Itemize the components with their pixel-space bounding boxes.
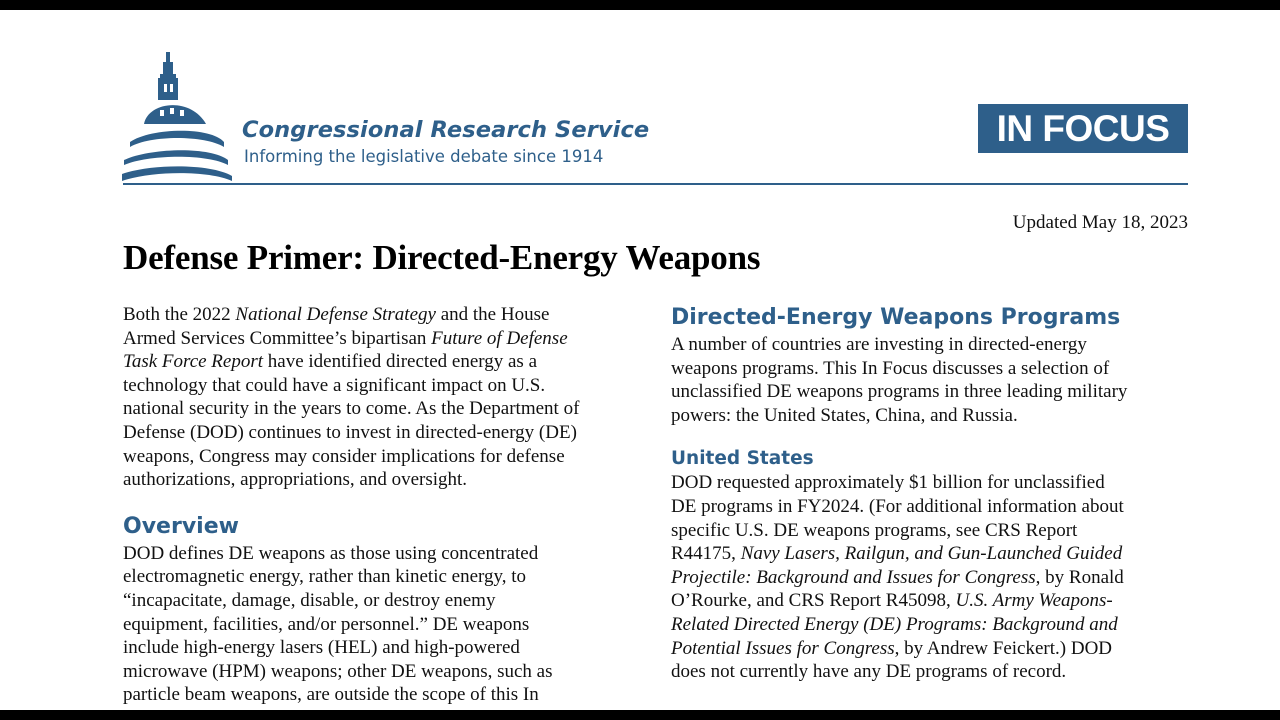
text-line: Both the 2022 National Defense Strategy and the House bbox=[123, 304, 550, 325]
text-line: Projectile: Background and Issues for Congress, by Ronald bbox=[671, 566, 1124, 588]
intro-paragraph bbox=[123, 303, 643, 492]
text-line: specific U.S. DE weapons programs, see CRS Report bbox=[671, 519, 1078, 541]
text-line: Potential Issues for Congress, by Andrew Feickert.) DOD bbox=[671, 637, 1113, 659]
text-line: Task Force Report have identified directed energy as a bbox=[123, 351, 538, 373]
org-name: Congressional Research Service bbox=[242, 117, 650, 143]
text-line: DE programs in FY2024. (For additional information about bbox=[671, 495, 1124, 517]
header-divider bbox=[123, 183, 1188, 185]
text-line: microwave (HPM) weapons; other DE weapons, such as bbox=[123, 660, 553, 682]
text-line: technology that could have a significant impact on U.S. bbox=[123, 374, 546, 396]
text-line: authorizations, appropriations, and oversight. bbox=[123, 469, 468, 491]
text-line: Armed Services Committee’s bipartisan Future of Defense bbox=[123, 327, 568, 349]
left-column bbox=[123, 303, 643, 707]
text-line: DOD requested approximately $1 billion for unclassified bbox=[671, 472, 1105, 494]
text-line: DOD defines DE weapons as those using concentrated bbox=[123, 542, 539, 564]
text-line: O’Rourke, and CRS Report R45098, U.S. Army Weapons- bbox=[671, 590, 1113, 612]
overview-heading: Overview bbox=[123, 513, 239, 539]
text-line: weapons, Congress may consider implications for defense bbox=[123, 445, 565, 467]
text-line: national security in the years to come. As the Department of bbox=[123, 398, 580, 420]
overview-paragraph bbox=[123, 542, 643, 707]
page-title: Defense Primer: Directed-Energy Weapons bbox=[123, 238, 761, 277]
programs-paragraph bbox=[671, 333, 1191, 427]
text-line: include high-energy lasers (HEL) and high-powered bbox=[123, 637, 520, 659]
right-column bbox=[671, 303, 1191, 684]
text-line: R44175, Navy Lasers, Railgun, and Gun-Launched Guided bbox=[671, 543, 1123, 565]
united-states-paragraph bbox=[671, 471, 1191, 683]
text-line: electromagnetic energy, rather than kinetic energy, to bbox=[123, 566, 527, 588]
capitol-dome-icon bbox=[120, 50, 235, 182]
text-line: “incapacitate, damage, disable, or destroy enemy bbox=[123, 589, 496, 611]
updated-date: Updated May 18, 2023 bbox=[1012, 212, 1188, 233]
united-states-heading: United States bbox=[671, 448, 814, 470]
text-line: Defense (DOD) continues to invest in directed-energy (DE) bbox=[123, 421, 577, 443]
document-page bbox=[0, 10, 1280, 710]
text-line: weapons programs. This In Focus discusses a selection of bbox=[671, 357, 1110, 379]
text-line: unclassified DE weapons programs in three leading military bbox=[671, 381, 1128, 403]
text-line: equipment, facilities, and/or personnel.” DE weapons bbox=[123, 613, 530, 635]
text-line: A number of countries are investing in directed-energy bbox=[671, 334, 1087, 355]
text-line: does not currently have any DE programs of record. bbox=[671, 661, 1067, 683]
text-line: particle beam weapons, are outside the scope of this In bbox=[123, 684, 539, 706]
text-line: Related Directed Energy (DE) Programs: Background and bbox=[671, 613, 1118, 635]
text-line: powers: the United States, China, and Russia. bbox=[671, 404, 1018, 426]
org-tagline: Informing the legislative debate since 1914 bbox=[244, 147, 604, 166]
in-focus-badge: IN FOCUS bbox=[978, 104, 1188, 153]
programs-heading: Directed-Energy Weapons Programs bbox=[671, 305, 1121, 330]
